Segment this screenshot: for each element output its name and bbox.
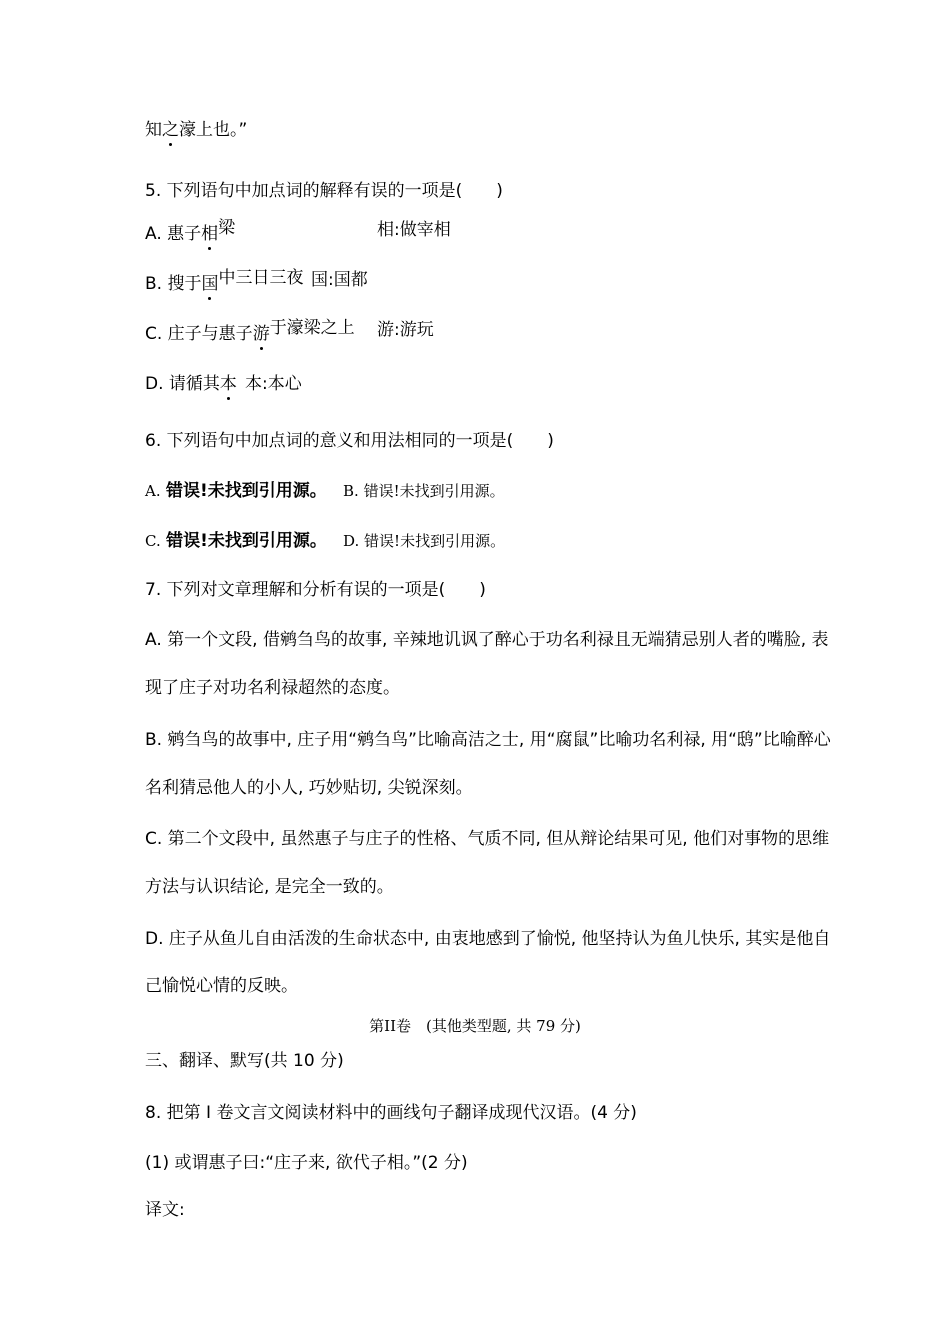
q8-stem: 8. 把第 I 卷文言文阅读材料中的画线句子翻译成现代汉语。(4 分) xyxy=(145,1103,637,1123)
q6-row-ab xyxy=(145,480,505,502)
option-gloss: 国:国都 xyxy=(311,270,368,290)
option-prefix: D. 请循其 xyxy=(145,374,220,394)
option-prefix: A. 惠子 xyxy=(145,224,202,244)
q4-tail xyxy=(145,119,247,141)
part-ii-title: 第II卷 (其他类型题, 共 79 分) xyxy=(369,1017,581,1035)
q7-option-a-line1: A. 第一个文段, 借鹓刍鸟的故事, 辛辣地讥讽了醉心于功名利禄且无端猜忌别人者的嘴脸, 表 xyxy=(145,630,829,650)
option-gloss: 相:做宰相 xyxy=(377,220,451,240)
q4-tail-pre: 知 xyxy=(145,120,162,140)
raised-text: 梁 xyxy=(218,218,236,238)
q5-option-c xyxy=(145,318,434,345)
q7-stem: 7. 下列对文章理解和分析有误的一项是( ) xyxy=(145,580,486,600)
dotted-char: 之 xyxy=(162,120,179,140)
q6-stem: 6. 下列语句中加点词的意义和用法相同的一项是( ) xyxy=(145,431,554,451)
dotted-char: 相 xyxy=(201,224,219,244)
q7-option-d-line1: D. 庄子从鱼儿自由活泼的生命状态中, 由衷地感到了愉悦, 他坚持认为鱼儿快乐, 其实是他自 xyxy=(145,929,831,949)
q7-option-c-line1: C. 第二个文段中, 虽然惠子与庄子的性格、气质不同, 但从辩论结果可见, 他们对事物的思维 xyxy=(145,829,830,849)
error-text: 错误!未找到引用源。 xyxy=(166,531,327,551)
section-three-heading: 三、翻译、默写(共 10 分) xyxy=(145,1051,344,1071)
option-gloss: 本:本心 xyxy=(245,374,302,394)
error-text: 错误!未找到引用源。 xyxy=(364,532,506,550)
dotted-char: 国 xyxy=(201,274,219,294)
answer-label: 译文: xyxy=(145,1200,185,1220)
option-label: C. xyxy=(145,532,161,550)
q5-stem: 5. 下列语句中加点词的解释有误的一项是( ) xyxy=(145,181,503,201)
q6-row-cd xyxy=(145,530,506,552)
error-text: 错误!未找到引用源。 xyxy=(363,482,505,500)
q7-option-b-line2: 名利猜忌他人的小人, 巧妙贴切, 尖锐深刻。 xyxy=(145,778,473,798)
q4-tail-post: 濠上也。” xyxy=(179,120,248,140)
option-gloss: 游:游玩 xyxy=(377,320,434,340)
q5-option-a xyxy=(145,218,451,245)
q7-option-d-line2: 己愉悦心情的反映。 xyxy=(145,976,298,996)
option-label: A. xyxy=(145,482,161,500)
option-label: B. xyxy=(343,482,359,500)
raised-text: 于濠梁之上 xyxy=(269,318,355,338)
dotted-char: 本 xyxy=(219,374,237,394)
raised-text: 中三日三夜 xyxy=(218,268,304,288)
q7-option-c-line2: 方法与认识结论, 是完全一致的。 xyxy=(145,877,394,897)
option-label: D. xyxy=(343,532,360,550)
error-text: 错误!未找到引用源。 xyxy=(166,481,327,501)
q8-sub1: (1) 或谓惠子曰:“庄子来, 欲代子相。”(2 分) xyxy=(145,1153,468,1173)
option-prefix: C. 庄子与惠子 xyxy=(145,324,253,344)
dotted-char: 游 xyxy=(252,324,270,344)
q5-option-d xyxy=(145,373,302,395)
q7-option-a-line2: 现了庄子对功名利禄超然的态度。 xyxy=(145,678,400,698)
q7-option-b-line1: B. 鹓刍鸟的故事中, 庄子用“鹓刍鸟”比喻高洁之士, 用“腐鼠”比喻功名利禄, 用“鸱”比喻醉心 xyxy=(145,730,831,750)
option-prefix: B. 搜于 xyxy=(145,274,202,294)
q5-option-b xyxy=(145,268,368,295)
